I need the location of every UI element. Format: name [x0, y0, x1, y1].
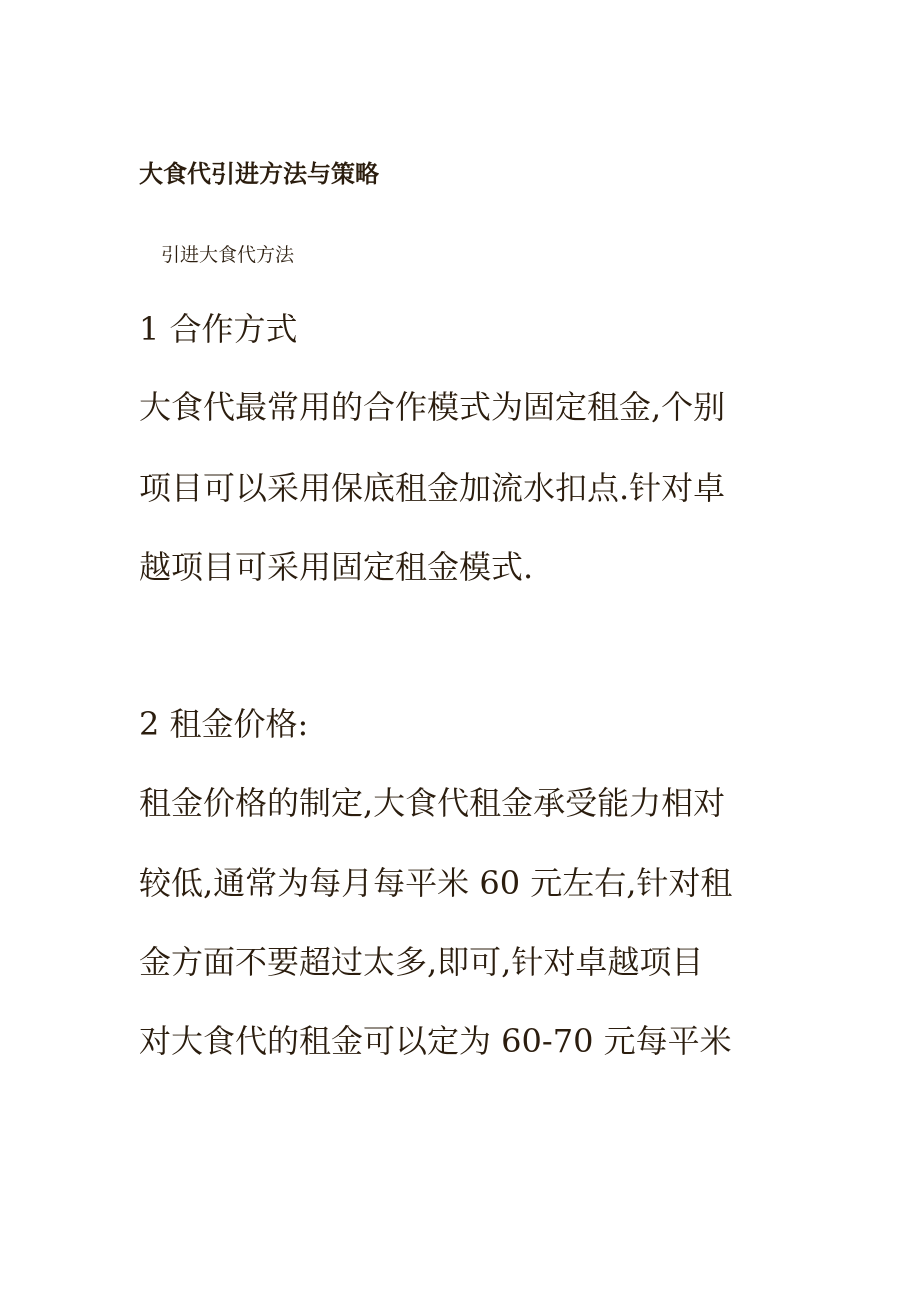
- document-title: 大食代引进方法与策略: [139, 160, 379, 188]
- document-subtitle: 引进大食代方法: [161, 244, 295, 266]
- section-1-line-2: 项目可以采用保底租金加流水扣点.针对卓: [139, 469, 726, 507]
- section-2-line-4: 对大食代的租金可以定为 60-70 元每平米: [139, 1022, 732, 1060]
- section-heading-cooperation: 1 合作方式: [139, 310, 298, 348]
- section-heading-rent-price: 2 租金价格:: [139, 705, 309, 743]
- section-2-line-2: 较低,通常为每月每平米 60 元左右,针对租: [139, 864, 733, 902]
- section-2-line-3: 金方面不要超过太多,即可,针对卓越项目: [139, 943, 704, 981]
- section-2-line-1: 租金价格的制定,大食代租金承受能力相对: [139, 784, 726, 822]
- section-1-line-3: 越项目可采用固定租金模式.: [139, 548, 534, 586]
- section-1-line-1: 大食代最常用的合作模式为固定租金,个别: [139, 388, 726, 426]
